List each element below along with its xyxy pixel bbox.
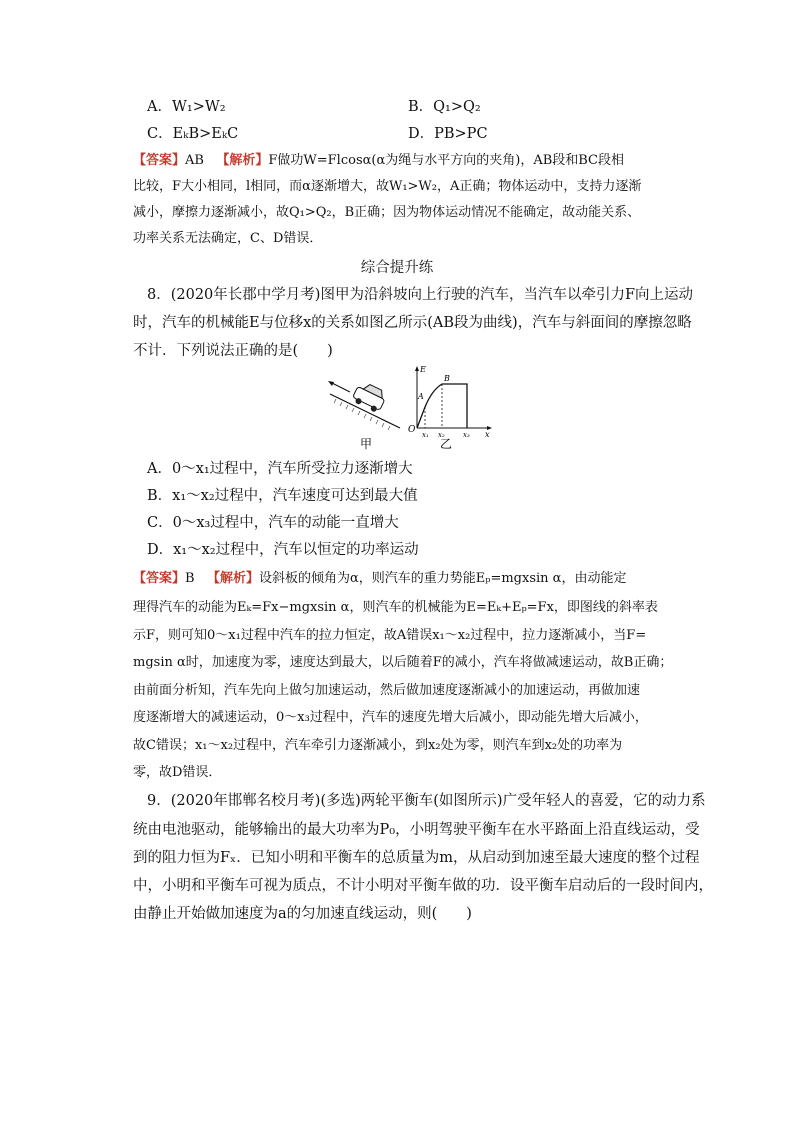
q8-option-d: D．x₁～x₂过程中，汽车以恒定的功率运动 xyxy=(147,542,419,558)
q8-analysis-text-1: 设斜板的倾角为α，则汽车的重力势能Eₚ=mgxsin α，由动能定 xyxy=(259,571,627,586)
origin-label: O xyxy=(408,425,416,435)
figure-jia-slope xyxy=(328,380,400,451)
q8-analysis-line-2: 理得汽车的动能为Eₖ=Fx−mgxsin α，则汽车的机械能为E=Eₖ+Eₚ=Fx，即图线的斜率表 xyxy=(133,600,658,615)
q7-answer: AB xyxy=(185,153,204,168)
q8-analysis-line-6: 度逐渐增大的减速运动，0～x₃过程中，汽车的速度先增大后减小，即动能先增大后减小， xyxy=(133,710,648,725)
figure-label-jia: 甲 xyxy=(360,437,373,451)
q7-option-b: B．Q₁>Q₂ xyxy=(408,99,481,115)
tick-x3: x₃ xyxy=(463,431,470,439)
q9-stem-line-1: 9．(2020年邯郸名校月考)(多选)两轮平衡车(如图所示)广受年轻人的喜爱，它的动力系 xyxy=(147,793,706,809)
q8-answer: B xyxy=(185,571,195,586)
q9-stem-line-5: 由静止开始做加速度为a的匀加速直线运动，则( ) xyxy=(133,906,472,922)
figure-label-yi: 乙 xyxy=(440,437,453,451)
q7-analysis-line-2: 比较，F大小相同，l相同，而α逐渐增大，故W₁>W₂，A正确；物体运动中，支持力逐渐 xyxy=(133,179,642,194)
q9-stem-line-3: 到的阻力恒为Fₓ．已知小明和平衡车的总质量为m，从启动到加速至最大速度的整个过程 xyxy=(133,850,700,866)
q8-option-c: C．0～x₃过程中，汽车的动能一直增大 xyxy=(147,515,399,531)
q8-option-a: A．0～x₁过程中，汽车所受拉力逐渐增大 xyxy=(147,461,413,477)
q7-analysis-tag: 【解析】 xyxy=(216,153,269,168)
point-b-label: B xyxy=(444,374,450,383)
q7-analysis-line-1 xyxy=(133,151,624,171)
q7-analysis-line-3: 减小，摩擦力逐渐减小，故Q₁>Q₂，B正确；因为物体运动情况不能确定，故动能关系、 xyxy=(133,205,641,220)
axis-x-label: x xyxy=(485,430,490,439)
section-title: 综合提升练 xyxy=(360,260,434,276)
point-a-label: A xyxy=(418,392,424,401)
q8-analysis-line-3: 示F，则可知0～x₁过程中汽车的拉力恒定，故A错误x₁～x₂过程中，拉力逐渐减小，当F= xyxy=(133,628,647,643)
q8-analysis-line-1 xyxy=(133,569,626,589)
tick-x2: x₂ xyxy=(438,431,445,439)
q8-stem-line-1: 8．(2020年长郡中学月考)图甲为沿斜坡向上行驶的汽车，当汽车以牵引力F向上运动 xyxy=(147,287,693,303)
q8-analysis-line-4: mgsin α时，加速度为零，速度达到最大，以后随着F的减小，汽车将做减速运动，故B正确； xyxy=(133,655,673,670)
tick-x1: x₁ xyxy=(422,431,429,439)
q8-answer-tag: 【答案】 xyxy=(133,571,186,586)
q8-analysis-tag: 【解析】 xyxy=(206,571,259,586)
q8-option-b: B．x₁～x₂过程中，汽车速度可达到最大值 xyxy=(147,488,418,504)
q8-analysis-line-7: 故C错误；x₁～x₂过程中，汽车牵引力逐渐减小，到x₂处为零，则汽车到x₂处的功率为 xyxy=(133,738,623,753)
q7-answer-tag: 【答案】 xyxy=(133,153,186,168)
q8-stem-line-2: 时，汽车的机械能E与位移x的关系如图乙所示(AB段为曲线)，汽车与斜面间的摩擦忽略 xyxy=(133,315,692,331)
car-icon xyxy=(351,380,388,414)
q8-figure xyxy=(322,362,522,452)
q8-analysis-line-8: 零，故D错误． xyxy=(133,765,222,780)
q8-stem-line-3: 不计．下列说法正确的是( ) xyxy=(133,343,333,359)
q9-stem-line-2: 统由电池驱动，能够输出的最大功率为P₀，小明驾驶平衡车在水平路面上沿直线运动，受 xyxy=(133,822,700,838)
figure-yi-graph xyxy=(408,365,492,451)
q7-analysis-line-4: 功率关系无法确定，C、D错误． xyxy=(133,231,323,246)
q9-stem-line-4: 中，小明和平衡车可视为质点，不计小明对平衡车做的功．设平衡车启动后的一段时间内， xyxy=(133,878,713,894)
axis-y-label: E xyxy=(420,365,426,374)
q8-analysis-line-5: 由前面分析知，汽车先向上做匀加速运动，然后做加速度逐渐减小的加速运动，再做加速 xyxy=(133,683,641,698)
q7-option-d: D．PB>PC xyxy=(408,126,488,142)
q7-analysis-text-1: F做功W=Flcosα(α为绳与水平方向的夹角)，AB段和BC段相 xyxy=(268,153,625,168)
q7-option-c: C．EₖB>EₖC xyxy=(147,126,239,142)
q7-option-a: A．W₁>W₂ xyxy=(147,99,226,115)
